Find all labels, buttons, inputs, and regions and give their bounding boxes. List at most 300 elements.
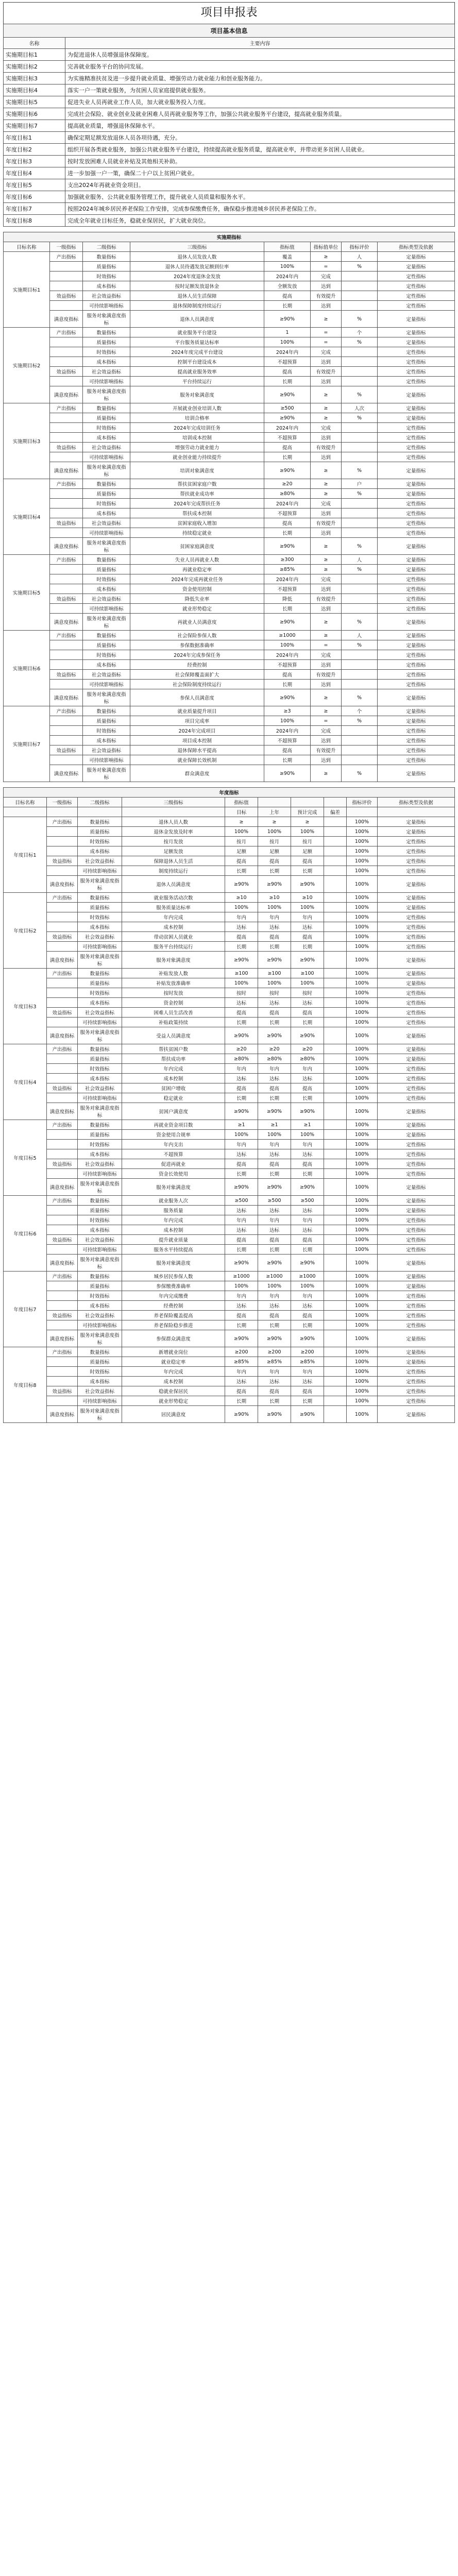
target-row bbox=[4, 462, 455, 479]
target-cell bbox=[342, 433, 378, 443]
target-cell: 按时足额发放退休金 bbox=[130, 281, 264, 291]
target-cell bbox=[342, 301, 378, 311]
target-cell: 定量指标 bbox=[378, 952, 455, 969]
target-row bbox=[4, 555, 455, 565]
target-row bbox=[4, 1320, 455, 1330]
target-cell: 平台服务质量达标率 bbox=[130, 337, 264, 347]
target-cell: 100% bbox=[347, 1169, 378, 1179]
target-cell: 年内 bbox=[291, 1291, 324, 1301]
target-cell: ≥10 bbox=[258, 893, 291, 903]
target-cell bbox=[50, 716, 83, 726]
target-cell: 达到 bbox=[311, 301, 342, 311]
target-cell: ≥90% bbox=[291, 876, 324, 893]
target-cell: 达标 bbox=[225, 1074, 258, 1083]
target-cell: 达标 bbox=[258, 1206, 291, 1215]
target-row bbox=[4, 413, 455, 423]
basic-info-row bbox=[4, 96, 455, 108]
target-cell: 长期 bbox=[264, 604, 311, 614]
target-cell: 成本控制 bbox=[122, 1377, 225, 1386]
target-cell: 长期 bbox=[291, 1169, 324, 1179]
target-cell bbox=[50, 574, 83, 584]
annual-subheader-cell bbox=[378, 807, 455, 817]
target-cell bbox=[324, 893, 347, 903]
target-cell bbox=[342, 367, 378, 377]
target-cell: ≥85% bbox=[264, 565, 311, 574]
target-row bbox=[4, 932, 455, 942]
target-cell: ≥ bbox=[311, 252, 342, 262]
target-cell bbox=[324, 856, 347, 866]
basic-info-row bbox=[4, 156, 455, 167]
target-group-name: 实施期目标6 bbox=[4, 631, 50, 706]
target-cell: 长期 bbox=[225, 1396, 258, 1406]
target-cell: 可持续影响指标 bbox=[83, 528, 130, 538]
basic-info-row bbox=[4, 61, 455, 73]
target-cell: 100% bbox=[347, 1027, 378, 1044]
target-cell bbox=[47, 1215, 78, 1225]
impl-header-cell: 三级指标 bbox=[130, 242, 264, 252]
target-cell: 人次 bbox=[342, 403, 378, 413]
target-cell: 100% bbox=[225, 827, 258, 837]
target-cell: 服务对象满意度指标 bbox=[83, 614, 130, 631]
target-cell: 不超预算 bbox=[264, 433, 311, 443]
target-cell: 贫困家庭满意度 bbox=[130, 538, 264, 555]
target-cell: 定量指标 bbox=[378, 706, 455, 716]
target-cell: 效益指标 bbox=[47, 856, 78, 866]
target-cell: ≥90% bbox=[264, 311, 311, 328]
target-cell: 2024年内 bbox=[264, 574, 311, 584]
target-cell: ≥100 bbox=[258, 969, 291, 978]
target-cell: ≥1000 bbox=[258, 1272, 291, 1281]
target-cell: 提高 bbox=[258, 1159, 291, 1169]
target-cell: 群众满意度 bbox=[130, 765, 264, 782]
target-cell: 定性指标 bbox=[378, 912, 455, 922]
target-row bbox=[4, 846, 455, 856]
target-cell: 质量指标 bbox=[83, 337, 130, 347]
target-cell: 达标 bbox=[225, 1149, 258, 1159]
target-cell: 提高 bbox=[225, 932, 258, 942]
basic-info-row bbox=[4, 215, 455, 227]
target-cell: 提高 bbox=[291, 1159, 324, 1169]
target-cell: 完成 bbox=[311, 574, 342, 584]
target-cell: 100% bbox=[347, 856, 378, 866]
target-cell: 100% bbox=[258, 903, 291, 912]
target-cell bbox=[47, 978, 78, 988]
target-cell: 定量指标 bbox=[378, 386, 455, 403]
target-cell: 100% bbox=[347, 1235, 378, 1245]
target-cell: 提高 bbox=[258, 1311, 291, 1320]
target-cell: 居民满意度 bbox=[122, 1406, 225, 1423]
target-cell: 达到 bbox=[311, 736, 342, 745]
target-cell bbox=[47, 1367, 78, 1377]
target-cell: 帮扶贫困家庭户数 bbox=[130, 479, 264, 489]
target-cell: 长期 bbox=[291, 1093, 324, 1103]
target-cell bbox=[342, 347, 378, 357]
target-cell: ≥ bbox=[311, 538, 342, 555]
target-cell bbox=[47, 1357, 78, 1367]
target-cell: 成本控制 bbox=[122, 1225, 225, 1235]
target-cell bbox=[342, 670, 378, 680]
target-cell: ≥90% bbox=[264, 386, 311, 403]
target-row bbox=[4, 423, 455, 433]
target-cell: 定量指标 bbox=[378, 538, 455, 555]
target-cell: 定性指标 bbox=[378, 1008, 455, 1018]
target-cell: 定性指标 bbox=[378, 281, 455, 291]
target-cell: 制度持续运行 bbox=[122, 866, 225, 876]
target-cell: 带动贫困人员就业 bbox=[122, 932, 225, 942]
target-cell: 效益指标 bbox=[47, 1008, 78, 1018]
target-cell: 服务质量 bbox=[122, 1206, 225, 1215]
target-cell: ≥20 bbox=[264, 479, 311, 489]
target-cell: 定性指标 bbox=[378, 367, 455, 377]
target-row bbox=[4, 1196, 455, 1206]
target-row bbox=[4, 912, 455, 922]
target-cell: 100% bbox=[264, 640, 311, 650]
target-cell bbox=[324, 1120, 347, 1130]
target-cell: 数量指标 bbox=[83, 403, 130, 413]
target-cell bbox=[324, 1196, 347, 1206]
target-cell: 年内完成缴费 bbox=[122, 1291, 225, 1301]
target-group-name: 年度目标2 bbox=[4, 893, 47, 969]
basic-info-row bbox=[4, 132, 455, 144]
target-cell: 再就业资金项目数 bbox=[122, 1120, 225, 1130]
target-cell: 不超预算 bbox=[122, 1149, 225, 1159]
annual-header-cell bbox=[324, 798, 347, 807]
target-row bbox=[4, 680, 455, 689]
target-row bbox=[4, 538, 455, 555]
target-cell: 达到 bbox=[311, 433, 342, 443]
target-cell bbox=[324, 903, 347, 912]
target-cell: ≥500 bbox=[258, 1196, 291, 1206]
target-cell: 定性指标 bbox=[378, 433, 455, 443]
target-cell: 经费控制 bbox=[122, 1301, 225, 1311]
target-cell: 提高 bbox=[291, 1386, 324, 1396]
target-cell: 达到 bbox=[311, 357, 342, 367]
target-cell: 定性指标 bbox=[378, 443, 455, 452]
target-cell bbox=[47, 1149, 78, 1159]
target-row bbox=[4, 1396, 455, 1406]
target-cell: ≥90% bbox=[264, 614, 311, 631]
target-cell: 成本指标 bbox=[78, 1377, 122, 1386]
target-cell: 产出指标 bbox=[50, 479, 83, 489]
target-cell: 帮扶贫困户数 bbox=[122, 1044, 225, 1054]
target-cell bbox=[50, 650, 83, 660]
target-cell: 满意度指标 bbox=[50, 538, 83, 555]
target-cell bbox=[324, 1235, 347, 1245]
target-cell: 成本控制 bbox=[122, 1074, 225, 1083]
target-cell: 足额发放 bbox=[122, 846, 225, 856]
target-cell: 产出指标 bbox=[47, 1044, 78, 1054]
target-cell: ≥ bbox=[291, 817, 324, 827]
target-group-name: 年度目标4 bbox=[4, 1044, 47, 1120]
target-cell: 达标 bbox=[291, 998, 324, 1008]
target-cell: 就业质量提升项目 bbox=[130, 706, 264, 716]
target-cell: 达到 bbox=[311, 528, 342, 538]
target-cell: 年内 bbox=[291, 1367, 324, 1377]
target-cell: 长期 bbox=[225, 942, 258, 952]
target-cell: ≥90% bbox=[291, 1103, 324, 1120]
target-cell: 数量指标 bbox=[78, 1347, 122, 1357]
target-cell: 不超预算 bbox=[264, 736, 311, 745]
target-cell: ≥90% bbox=[264, 538, 311, 555]
target-cell: ≥90% bbox=[291, 1406, 324, 1423]
target-cell: 养老保险覆盖提高 bbox=[122, 1311, 225, 1320]
target-cell: 成本指标 bbox=[83, 433, 130, 443]
target-cell bbox=[342, 272, 378, 281]
target-cell: 时效指标 bbox=[78, 1140, 122, 1149]
target-cell: % bbox=[342, 462, 378, 479]
target-cell: 定量指标 bbox=[378, 689, 455, 706]
target-cell bbox=[47, 1140, 78, 1149]
target-cell: 定性指标 bbox=[378, 291, 455, 301]
target-cell bbox=[47, 846, 78, 856]
target-cell: 100% bbox=[347, 1120, 378, 1130]
target-cell: 定量指标 bbox=[378, 640, 455, 650]
target-cell: 满意度指标 bbox=[47, 876, 78, 893]
target-cell: 达标 bbox=[291, 1074, 324, 1083]
target-row bbox=[4, 1245, 455, 1255]
target-cell: 提高 bbox=[225, 856, 258, 866]
target-cell: 年内完成 bbox=[122, 1064, 225, 1074]
target-cell: 足额 bbox=[225, 846, 258, 856]
target-cell: 定性指标 bbox=[378, 1083, 455, 1093]
target-cell: 成本指标 bbox=[78, 1225, 122, 1235]
target-cell: ≥ bbox=[311, 462, 342, 479]
target-cell: 社会效益指标 bbox=[83, 291, 130, 301]
target-row bbox=[4, 1054, 455, 1064]
target-cell: 定性指标 bbox=[378, 942, 455, 952]
target-name-cell: 实施期目标1 bbox=[4, 49, 65, 61]
target-content-cell: 完善就业服务平台的协同发展。 bbox=[65, 61, 455, 73]
target-cell: 定性指标 bbox=[378, 574, 455, 584]
target-cell bbox=[47, 1064, 78, 1074]
target-cell: 效益指标 bbox=[47, 1235, 78, 1245]
target-cell: 服务平台持续运行 bbox=[122, 942, 225, 952]
target-cell: % bbox=[342, 614, 378, 631]
target-cell: 100% bbox=[291, 978, 324, 988]
target-cell: 定量指标 bbox=[378, 1272, 455, 1281]
target-name-cell: 实施期目标2 bbox=[4, 61, 65, 73]
target-cell: 效益指标 bbox=[50, 443, 83, 452]
target-row bbox=[4, 726, 455, 736]
target-group-name: 年度目标7 bbox=[4, 1272, 47, 1347]
target-cell: 定性指标 bbox=[378, 1320, 455, 1330]
target-cell: 2024年度退休金发放 bbox=[130, 272, 264, 281]
target-cell bbox=[342, 660, 378, 670]
target-cell: 定性指标 bbox=[378, 1215, 455, 1225]
target-cell: 数量指标 bbox=[78, 1272, 122, 1281]
target-cell: 持续稳定就业 bbox=[130, 528, 264, 538]
target-cell: 定性指标 bbox=[378, 680, 455, 689]
target-cell: 数量指标 bbox=[83, 479, 130, 489]
target-name-cell: 年度目标6 bbox=[4, 191, 65, 203]
target-row bbox=[4, 1235, 455, 1245]
target-cell: 项目完成率 bbox=[130, 716, 264, 726]
target-cell: 全额发放 bbox=[264, 281, 311, 291]
target-cell: 服务对象满意度指标 bbox=[83, 538, 130, 555]
target-cell: 社会效益指标 bbox=[83, 518, 130, 528]
target-cell: 按时 bbox=[258, 988, 291, 998]
target-cell: 定性指标 bbox=[378, 347, 455, 357]
target-cell: ≥300 bbox=[264, 555, 311, 565]
target-cell: 可持续影响指标 bbox=[83, 377, 130, 386]
target-row bbox=[4, 328, 455, 337]
target-name-cell: 年度目标5 bbox=[4, 179, 65, 191]
target-cell bbox=[342, 291, 378, 301]
target-cell bbox=[324, 1330, 347, 1347]
target-cell: 有效提升 bbox=[311, 670, 342, 680]
target-cell: 达标 bbox=[258, 1377, 291, 1386]
annual-subheader-cell bbox=[78, 807, 122, 817]
target-cell: 新增就业岗位 bbox=[122, 1347, 225, 1357]
target-cell: 满意度指标 bbox=[47, 1406, 78, 1423]
target-cell: 提高 bbox=[225, 1159, 258, 1169]
annual-header-cell bbox=[258, 798, 291, 807]
target-cell: 效益指标 bbox=[50, 367, 83, 377]
target-cell: 长期 bbox=[258, 942, 291, 952]
target-cell: 定量指标 bbox=[378, 1206, 455, 1215]
target-row bbox=[4, 745, 455, 755]
target-cell: 长期 bbox=[258, 1396, 291, 1406]
target-cell: 满意度指标 bbox=[50, 311, 83, 328]
target-cell: 有效提升 bbox=[311, 291, 342, 301]
target-cell: ≥90% bbox=[264, 689, 311, 706]
target-cell bbox=[47, 1291, 78, 1301]
target-cell: 项目成本控制 bbox=[130, 736, 264, 745]
target-cell: 100% bbox=[347, 1044, 378, 1054]
target-cell: 100% bbox=[258, 827, 291, 837]
target-cell: ≥1 bbox=[225, 1120, 258, 1130]
target-cell: 社会效益指标 bbox=[78, 1008, 122, 1018]
target-cell: 100% bbox=[347, 903, 378, 912]
target-row bbox=[4, 650, 455, 660]
target-cell: 100% bbox=[347, 1008, 378, 1018]
target-row bbox=[4, 952, 455, 969]
target-cell: ≥100 bbox=[225, 969, 258, 978]
target-cell: 时效指标 bbox=[83, 650, 130, 660]
target-cell: ≥85% bbox=[291, 1357, 324, 1367]
target-group-name: 年度目标5 bbox=[4, 1120, 47, 1196]
target-cell bbox=[47, 912, 78, 922]
target-cell: 满意度指标 bbox=[47, 1255, 78, 1272]
target-cell: 服务对象满意度指标 bbox=[83, 689, 130, 706]
target-cell: 质量指标 bbox=[78, 827, 122, 837]
target-cell: 时效指标 bbox=[78, 988, 122, 998]
target-cell: 达标 bbox=[258, 1149, 291, 1159]
target-cell: 达标 bbox=[291, 922, 324, 932]
target-cell: 100% bbox=[347, 1320, 378, 1330]
target-cell: 100% bbox=[347, 1272, 378, 1281]
target-cell: 服务对象满意度指标 bbox=[78, 952, 122, 969]
target-cell: 100% bbox=[347, 1093, 378, 1103]
target-cell: 长期 bbox=[258, 1093, 291, 1103]
target-cell: 提高 bbox=[291, 1008, 324, 1018]
target-cell: 产出指标 bbox=[50, 555, 83, 565]
target-cell bbox=[47, 837, 78, 846]
target-cell: 长期 bbox=[258, 866, 291, 876]
target-cell bbox=[342, 281, 378, 291]
target-cell: ≥ bbox=[258, 817, 291, 827]
target-content-cell: 加强就业服务、公共就业服务管理工作，提升就业人员质量和服务水平。 bbox=[65, 191, 455, 203]
target-cell: 定性指标 bbox=[378, 660, 455, 670]
target-cell: 完成 bbox=[311, 650, 342, 660]
target-cell: 达标 bbox=[258, 1225, 291, 1235]
target-cell: 补贴发放人数 bbox=[122, 969, 225, 978]
target-cell: 100% bbox=[347, 1225, 378, 1235]
target-cell: 达标 bbox=[225, 1301, 258, 1311]
target-cell bbox=[324, 1169, 347, 1179]
target-cell: 不超预算 bbox=[264, 584, 311, 594]
basic-info-row bbox=[4, 179, 455, 191]
target-row bbox=[4, 1027, 455, 1044]
target-row bbox=[4, 452, 455, 462]
target-cell: 100% bbox=[225, 1281, 258, 1291]
target-name-cell: 年度目标2 bbox=[4, 144, 65, 156]
target-cell bbox=[324, 1149, 347, 1159]
target-cell: 参保人员满意度 bbox=[130, 689, 264, 706]
target-cell bbox=[50, 660, 83, 670]
target-cell: 再就业人员满意度 bbox=[130, 614, 264, 631]
target-cell bbox=[47, 1245, 78, 1255]
target-row bbox=[4, 1140, 455, 1149]
target-cell: 定性指标 bbox=[378, 1159, 455, 1169]
target-cell: ≥ bbox=[311, 386, 342, 403]
target-cell: ≥500 bbox=[264, 403, 311, 413]
target-cell: 年内完成 bbox=[122, 1215, 225, 1225]
target-cell: 效益指标 bbox=[47, 932, 78, 942]
target-cell: ≥ bbox=[311, 311, 342, 328]
target-cell: 100% bbox=[347, 1196, 378, 1206]
target-row bbox=[4, 1206, 455, 1215]
target-cell bbox=[50, 604, 83, 614]
target-row bbox=[4, 942, 455, 952]
target-cell: = bbox=[311, 328, 342, 337]
target-cell: 定性指标 bbox=[378, 1301, 455, 1311]
target-name-cell: 实施期目标4 bbox=[4, 84, 65, 96]
target-cell: 100% bbox=[347, 1347, 378, 1357]
target-cell: ≥90% bbox=[291, 1330, 324, 1347]
target-cell: 成本控制 bbox=[122, 922, 225, 932]
target-cell: 培训合格率 bbox=[130, 413, 264, 423]
target-cell: 100% bbox=[347, 1149, 378, 1159]
target-cell: ≥90% bbox=[258, 876, 291, 893]
target-cell: 定性指标 bbox=[378, 1291, 455, 1301]
target-cell: 定量指标 bbox=[378, 1330, 455, 1347]
target-cell: 完成 bbox=[311, 347, 342, 357]
target-cell: 定量指标 bbox=[378, 614, 455, 631]
target-row bbox=[4, 262, 455, 272]
target-cell: 按月 bbox=[291, 837, 324, 846]
impl-header-cell: 目标名称 bbox=[4, 242, 50, 252]
target-cell: 时效指标 bbox=[83, 726, 130, 736]
target-cell: 资金控制 bbox=[122, 998, 225, 1008]
target-cell: 长期 bbox=[264, 452, 311, 462]
target-cell: 定性指标 bbox=[378, 272, 455, 281]
target-content-cell: 提高就业质量，增强退休保障水平。 bbox=[65, 120, 455, 132]
target-row bbox=[4, 565, 455, 574]
target-row bbox=[4, 1159, 455, 1169]
target-cell: 达标 bbox=[258, 1301, 291, 1311]
target-cell: 定量指标 bbox=[378, 1347, 455, 1357]
target-cell: 100% bbox=[347, 1396, 378, 1406]
target-cell: 时效指标 bbox=[78, 1291, 122, 1301]
target-cell: 成本指标 bbox=[78, 1301, 122, 1311]
target-cell: 产出指标 bbox=[50, 328, 83, 337]
target-cell bbox=[342, 377, 378, 386]
target-cell: ≥90% bbox=[258, 1179, 291, 1196]
target-cell: 质量指标 bbox=[83, 262, 130, 272]
target-cell: 服务对象满意度指标 bbox=[78, 876, 122, 893]
target-cell: 100% bbox=[347, 846, 378, 856]
